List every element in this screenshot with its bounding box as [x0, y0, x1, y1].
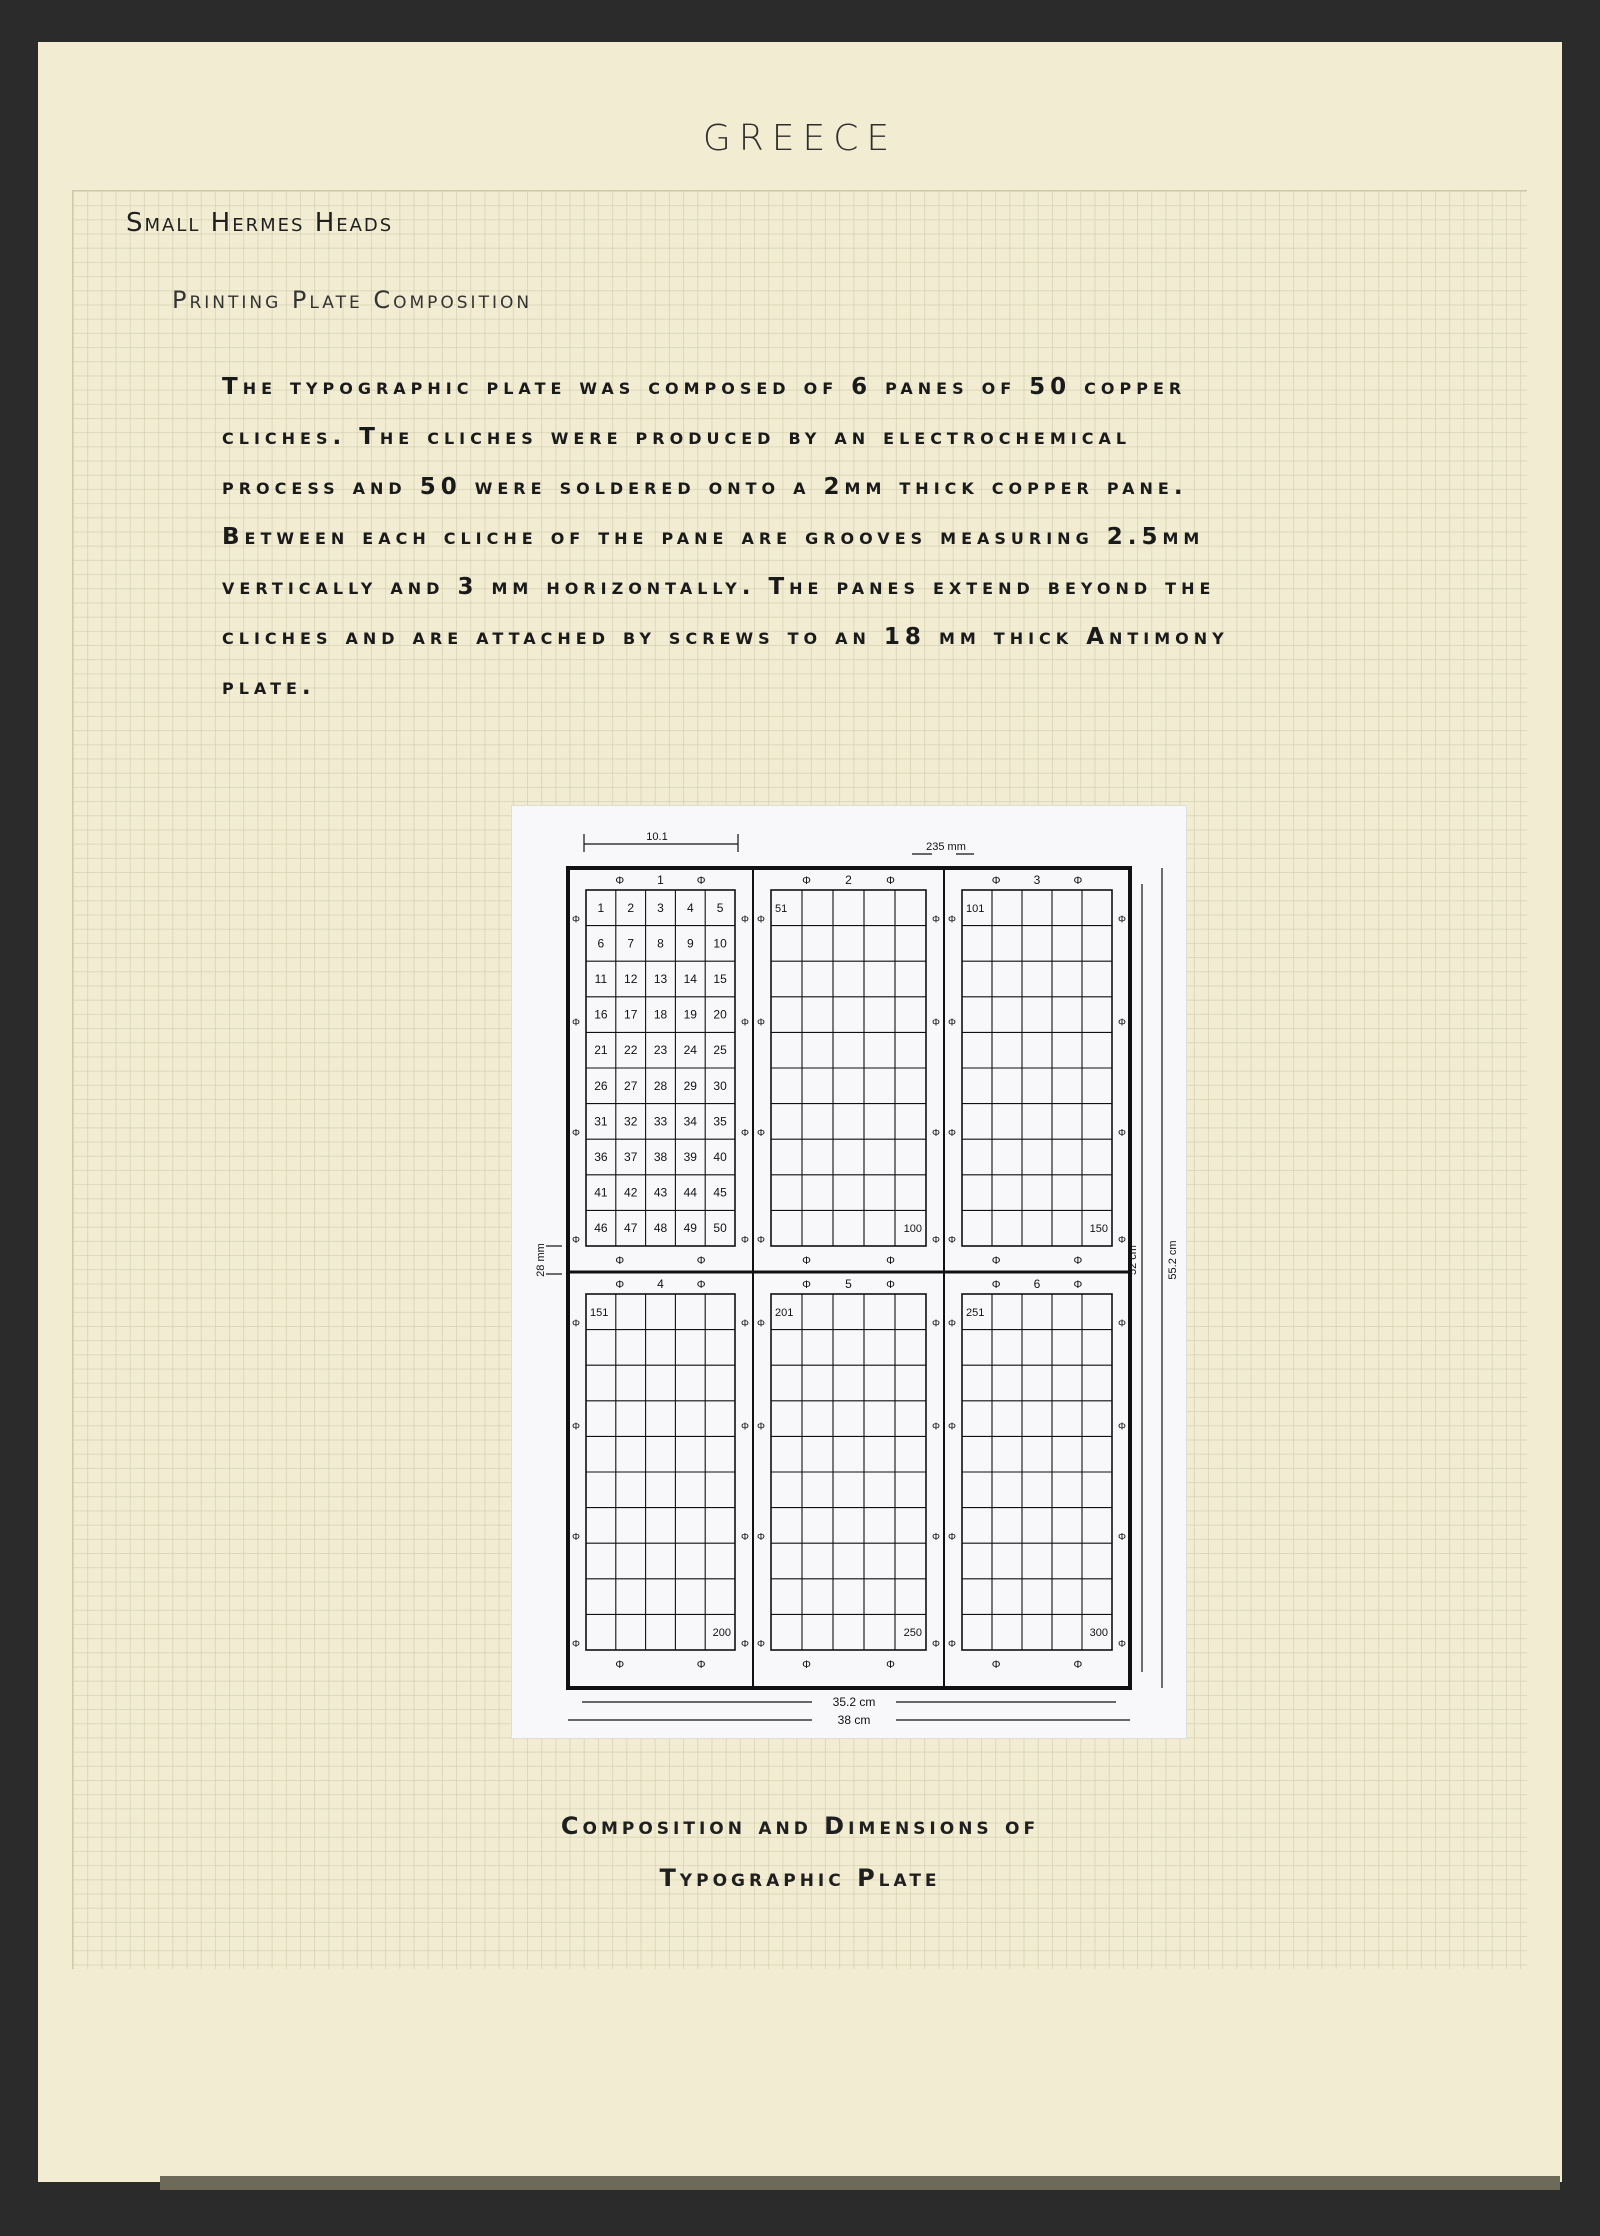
cell-number: 49 [683, 1221, 697, 1236]
screw-mark: Φ [932, 1532, 940, 1544]
cell-number: 3 [657, 900, 664, 915]
cell-number: 51 [775, 902, 788, 915]
dimension-label: 38 cm [837, 1713, 871, 1727]
cell-number: 46 [594, 1221, 608, 1236]
cell-number: 201 [775, 1306, 794, 1319]
cell-number: 18 [653, 1007, 668, 1022]
screw-mark: Φ [741, 1421, 749, 1433]
screw-mark: Φ [991, 1279, 1001, 1291]
screw-mark: Φ [1118, 1017, 1126, 1029]
cell-number: 16 [594, 1007, 608, 1022]
cell-number: 38 [653, 1150, 668, 1164]
screw-mark: Φ [572, 1234, 580, 1246]
screw-mark: Φ [802, 1279, 811, 1291]
screw-mark: Φ [932, 1017, 940, 1029]
cell-number: 50 [713, 1221, 727, 1236]
cell-number: 10 [713, 936, 727, 951]
cell-number: 41 [594, 1185, 608, 1200]
screw-mark: Φ [802, 1255, 811, 1267]
screw-mark: Φ [696, 1279, 706, 1291]
cell-number: 151 [590, 1306, 609, 1319]
screw-mark: Φ [741, 1128, 749, 1140]
screw-mark: Φ [1118, 1318, 1126, 1330]
screw-mark: Φ [948, 1017, 956, 1029]
cell-number: 22 [624, 1043, 638, 1058]
screw-mark: Φ [615, 875, 625, 887]
country-title: GREECE [702, 118, 898, 159]
cell-number: 35 [713, 1114, 727, 1129]
cell-number: 26 [594, 1078, 608, 1093]
screw-mark: Φ [932, 1318, 940, 1330]
screw-mark: Φ [572, 1421, 580, 1433]
screw-mark: Φ [886, 1255, 895, 1267]
section-title: Small Hermes Heads [126, 208, 394, 238]
dimension-label: 28 mm [535, 1243, 547, 1277]
screw-mark: Φ [741, 914, 749, 926]
cell-number: 28 [653, 1078, 668, 1093]
cell-number: 25 [713, 1043, 727, 1058]
pane-number: 1 [657, 873, 664, 887]
plate-diagram [512, 806, 1186, 1738]
screw-mark: Φ [572, 1128, 580, 1140]
cell-number: 300 [1089, 1627, 1108, 1640]
screw-mark: Φ [991, 1659, 1001, 1671]
screw-mark: Φ [802, 875, 811, 887]
figure-caption [0, 1800, 1600, 1904]
cell-number: 40 [713, 1150, 727, 1164]
screw-mark: Φ [572, 1638, 580, 1650]
screw-mark: Φ [948, 1638, 956, 1650]
screw-mark: Φ [886, 875, 895, 887]
text-line: The typographic plate was composed of 6 panes of 50 copper [222, 374, 1187, 400]
screw-mark: Φ [948, 914, 956, 926]
screw-mark: Φ [615, 1279, 625, 1291]
cell-number: 45 [713, 1185, 727, 1200]
cell-number: 21 [594, 1043, 608, 1058]
screw-mark: Φ [572, 1017, 580, 1029]
screw-mark: Φ [757, 1638, 765, 1650]
dimension-label: 35.2 cm [832, 1695, 876, 1709]
cell-number: 31 [594, 1114, 608, 1129]
cell-number: 15 [713, 972, 727, 986]
cell-number: 33 [653, 1114, 668, 1129]
screw-mark: Φ [948, 1318, 956, 1330]
screw-mark: Φ [757, 914, 765, 926]
cell-number: 48 [653, 1221, 668, 1236]
screw-mark: Φ [1073, 875, 1083, 887]
cell-number: 12 [624, 972, 638, 986]
screw-mark: Φ [1118, 1421, 1126, 1433]
screw-mark: Φ [615, 1659, 625, 1671]
screw-mark: Φ [802, 1659, 811, 1671]
cell-number: 39 [683, 1150, 697, 1164]
screw-mark: Φ [1118, 1638, 1126, 1650]
screw-mark: Φ [741, 1638, 749, 1650]
cell-number: 200 [712, 1627, 731, 1640]
cell-number: 23 [653, 1043, 668, 1058]
text-line: plate. [222, 674, 316, 700]
screw-mark: Φ [741, 1318, 749, 1330]
caption-line: Typographic Plate [659, 1864, 941, 1892]
cell-number: 47 [624, 1221, 638, 1236]
screw-mark: Φ [1118, 1128, 1126, 1140]
cell-number: 37 [624, 1150, 638, 1164]
subsection-title: Printing Plate Composition [172, 286, 533, 314]
plate-diagram-card [512, 806, 1186, 1738]
cell-number: 36 [594, 1150, 608, 1164]
cell-number: 150 [1089, 1223, 1108, 1236]
screw-mark: Φ [991, 1255, 1001, 1267]
screw-mark: Φ [741, 1234, 749, 1246]
cell-number: 29 [683, 1078, 697, 1093]
cell-number: 7 [627, 936, 635, 951]
cell-number: 100 [903, 1223, 922, 1236]
screw-mark: Φ [886, 1279, 895, 1291]
caption-line: Composition and Dimensions of [560, 1812, 1040, 1840]
cell-number: 8 [657, 936, 664, 951]
cell-number: 1 [597, 900, 605, 915]
screw-mark: Φ [615, 1255, 625, 1267]
screw-mark: Φ [1118, 914, 1126, 926]
screw-mark: Φ [1073, 1279, 1083, 1291]
dimension-label: 55.2 cm [1167, 1240, 1179, 1280]
cell-number: 19 [683, 1007, 697, 1022]
text-line: cliches. The cliches were produced by an electrochemical [222, 424, 1132, 450]
cell-number: 11 [594, 972, 608, 986]
screw-mark: Φ [1073, 1255, 1083, 1267]
screw-mark: Φ [932, 914, 940, 926]
cell-number: 44 [683, 1185, 697, 1200]
cell-number: 13 [653, 972, 668, 986]
screw-mark: Φ [948, 1532, 956, 1544]
screw-mark: Φ [948, 1234, 956, 1246]
cell-number: 42 [624, 1185, 638, 1200]
cell-number: 5 [716, 900, 724, 915]
screw-mark: Φ [757, 1234, 765, 1246]
screw-mark: Φ [741, 1017, 749, 1029]
description-text [222, 362, 1482, 712]
cell-number: 251 [966, 1306, 985, 1319]
screw-mark: Φ [572, 914, 580, 926]
pane-number: 5 [845, 1277, 852, 1291]
dimension-label: 235 mm [926, 841, 966, 853]
cell-number: 6 [597, 936, 605, 951]
cell-number: 250 [903, 1627, 922, 1640]
cell-number: 101 [966, 902, 985, 915]
screw-mark: Φ [757, 1421, 765, 1433]
pane-number: 3 [1033, 873, 1041, 887]
screw-mark: Φ [932, 1638, 940, 1650]
screw-mark: Φ [696, 1659, 706, 1671]
text-line: vertically and 3 mm horizontally. The panes extend beyond the [222, 574, 1216, 600]
screw-mark: Φ [991, 875, 1001, 887]
dimension-label: 52 cm [1127, 1245, 1139, 1275]
cell-number: 4 [686, 900, 694, 915]
cell-number: 20 [713, 1007, 727, 1022]
cell-number: 34 [683, 1114, 697, 1129]
screw-mark: Φ [741, 1532, 749, 1544]
screw-mark: Φ [1118, 1234, 1126, 1246]
pane-number: 2 [845, 873, 852, 887]
screw-mark: Φ [948, 1128, 956, 1140]
cell-number: 43 [653, 1185, 668, 1200]
screw-mark: Φ [886, 1659, 895, 1671]
screw-mark: Φ [696, 1255, 706, 1267]
text-line: process and 50 were soldered onto a 2mm thick copper pane. [222, 474, 1188, 500]
screw-mark: Φ [932, 1128, 940, 1140]
screw-mark: Φ [948, 1421, 956, 1433]
cell-number: 27 [624, 1078, 638, 1093]
screw-mark: Φ [932, 1421, 940, 1433]
cell-number: 9 [686, 936, 694, 951]
screw-mark: Φ [932, 1234, 940, 1246]
cell-number: 14 [683, 972, 697, 986]
screw-mark: Φ [757, 1128, 765, 1140]
page-bottom-edge [160, 2176, 1560, 2190]
cell-number: 32 [624, 1114, 638, 1129]
cell-number: 17 [624, 1007, 638, 1022]
screw-mark: Φ [1073, 1659, 1083, 1671]
dimension-label: 10.1 [646, 831, 668, 843]
cell-number: 2 [627, 900, 635, 915]
pane-number: 4 [657, 1277, 664, 1291]
screw-mark: Φ [696, 875, 706, 887]
text-line: Between each cliche of the pane are grooves measuring 2.5mm [222, 524, 1205, 550]
pane-number: 6 [1033, 1277, 1041, 1291]
screw-mark: Φ [572, 1532, 580, 1544]
text-line: cliches and are attached by screws to an 18 mm thick Antimony [222, 624, 1229, 650]
screw-mark: Φ [572, 1318, 580, 1330]
screw-mark: Φ [1118, 1532, 1126, 1544]
cell-number: 30 [713, 1078, 727, 1093]
screw-mark: Φ [757, 1318, 765, 1330]
screw-mark: Φ [757, 1017, 765, 1029]
screw-mark: Φ [757, 1532, 765, 1544]
cell-number: 24 [683, 1043, 697, 1058]
